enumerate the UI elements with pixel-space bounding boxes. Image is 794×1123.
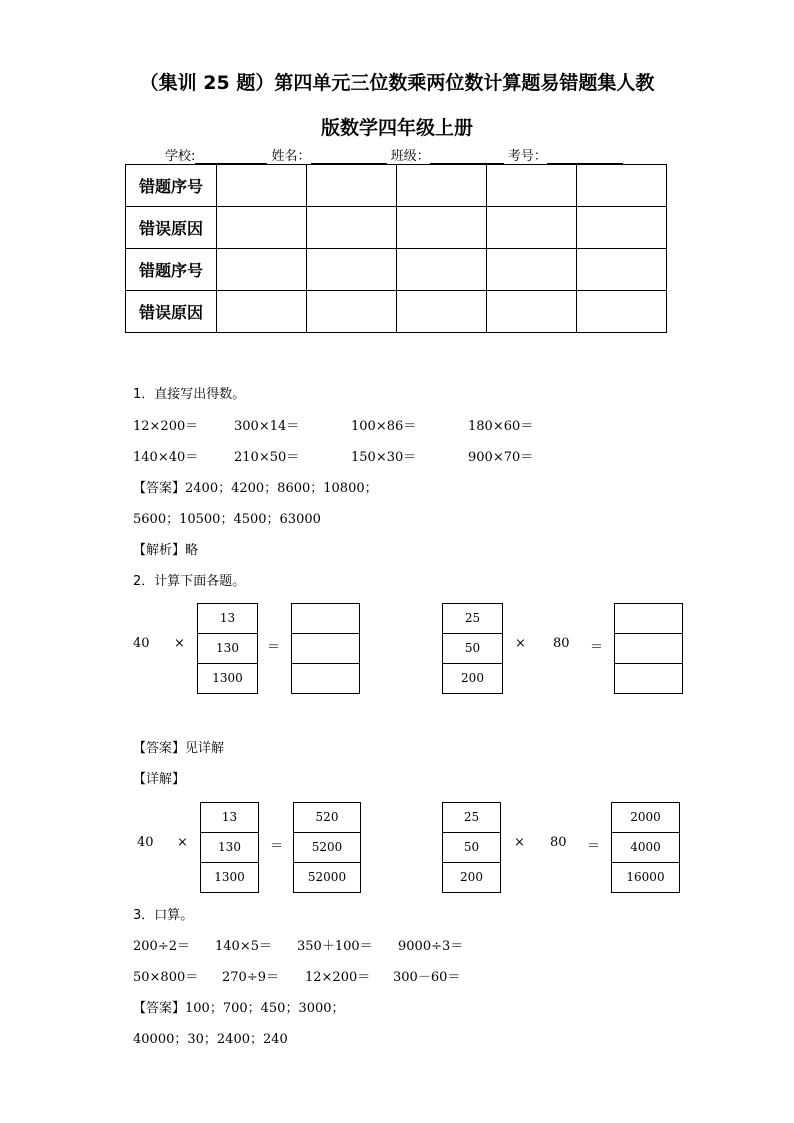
q1-item: 150×30＝ [351,450,417,465]
class-field[interactable] [430,149,504,164]
q1-answer: 【答案】2400；4200；8600；10800； [133,481,378,496]
q3-item: 270÷9＝ [222,970,279,985]
q1-item: 12×200＝ [133,419,199,434]
stack-cell: 1300 [201,863,258,893]
row-label: 错误原因 [126,207,217,249]
q3-answer-cont: 40000；30；2400；240 [133,1032,288,1047]
equals-sign: ＝ [587,839,601,854]
name-label: 姓名： [271,149,311,164]
table-cell[interactable] [307,165,397,207]
right-result-stack [611,802,680,893]
q3-prompt: 3．口算。 [133,908,194,923]
result-cell: 16000 [612,863,679,893]
school-field[interactable] [195,149,267,164]
q1-answer-cont: 5600；10500；4500；63000 [133,512,321,527]
stack-cell: 25 [443,803,500,833]
equals-sign: ＝ [267,640,281,655]
right-answer-stack [614,603,683,694]
q1-analysis: 【解析】略 [133,543,199,558]
title-line-1: （集训 25 题）第四单元三位数乘两位数计算题易错题集人教 [139,72,655,94]
table-cell[interactable] [217,249,307,291]
table-cell[interactable] [487,207,577,249]
stack-cell: 130 [198,634,257,664]
q1-item: 140×40＝ [133,450,199,465]
q3-item: 9000÷3＝ [398,939,464,954]
stack-cell: 50 [443,634,502,664]
answer-blank[interactable] [615,664,682,694]
result-cell: 4000 [612,833,679,863]
equals-sign: ＝ [590,640,604,655]
answer-blank[interactable] [292,664,359,694]
left-multiplicand-stack [200,802,259,893]
result-cell: 520 [294,803,360,833]
table-cell[interactable] [397,207,487,249]
table-cell[interactable] [397,165,487,207]
q2-left-number: 40 [133,636,150,651]
table-cell[interactable] [217,291,307,333]
q3-item: 350＋100＝ [297,939,373,954]
q3-item: 300－60＝ [393,970,461,985]
answer-blank[interactable] [292,634,359,664]
table-row [126,291,667,333]
table-cell[interactable] [487,165,577,207]
stack-cell: 13 [201,803,258,833]
table-cell[interactable] [487,249,577,291]
q1-prompt: 1．直接写出得数。 [133,387,246,402]
q1-item: 100×86＝ [351,419,417,434]
stack-cell: 1300 [198,664,257,694]
class-label: 班级： [390,149,430,164]
table-cell[interactable] [307,207,397,249]
table-cell[interactable] [487,291,577,333]
table-cell[interactable] [577,207,667,249]
table-row [126,249,667,291]
left-answer-stack [291,603,360,694]
left-result-stack [293,802,361,893]
stack-cell: 130 [201,833,258,863]
table-cell[interactable] [577,291,667,333]
table-cell[interactable] [307,291,397,333]
stack-cell: 50 [443,833,500,863]
info-line [165,145,623,164]
row-label: 错题序号 [126,165,217,207]
q2-answer: 【答案】见详解 [133,741,225,756]
stack-cell: 200 [443,863,500,893]
result-cell: 5200 [294,833,360,863]
q1-item: 900×70＝ [468,450,534,465]
error-record-table [125,164,667,333]
table-row [126,207,667,249]
q1-item: 300×14＝ [234,419,300,434]
times-sign: × [177,835,188,850]
table-cell[interactable] [397,291,487,333]
row-label: 错题序号 [126,249,217,291]
q2-left-number: 40 [137,835,154,850]
answer-blank[interactable] [615,604,682,634]
times-sign: × [514,835,525,850]
q3-item: 12×200＝ [305,970,371,985]
equals-sign: ＝ [270,839,284,854]
q3-answer: 【答案】100；700；450；3000； [133,1001,345,1016]
q1-item: 180×60＝ [468,419,534,434]
q2-prompt: 2．计算下面各题。 [133,574,246,589]
q2-detail: 【详解】 [133,772,186,787]
q3-item: 50×800＝ [133,970,199,985]
stack-cell: 25 [443,604,502,634]
right-multiplicand-stack [442,603,503,694]
right-multiplicand-stack [442,802,501,893]
exam-no-field[interactable] [547,149,623,164]
stack-cell: 13 [198,604,257,634]
name-field[interactable] [311,149,387,164]
table-cell[interactable] [217,207,307,249]
table-cell[interactable] [397,249,487,291]
q3-item: 200÷2＝ [133,939,190,954]
table-cell[interactable] [577,249,667,291]
times-sign: × [174,636,185,651]
stack-cell: 200 [443,664,502,694]
q1-item: 210×50＝ [234,450,300,465]
q2-right-number: 80 [553,636,570,651]
title-line-2: 版数学四年级上册 [320,117,473,139]
exam-no-label: 考号： [507,149,547,164]
result-cell: 2000 [612,803,679,833]
q2-right-number: 80 [550,835,567,850]
answer-blank[interactable] [292,604,359,634]
table-cell[interactable] [577,165,667,207]
table-cell[interactable] [217,165,307,207]
table-row [126,165,667,207]
result-cell: 52000 [294,863,360,893]
table-cell[interactable] [307,249,397,291]
times-sign: × [515,636,526,651]
answer-blank[interactable] [615,634,682,664]
left-multiplicand-stack [197,603,258,694]
school-label: 学校: [165,149,196,164]
row-label: 错误原因 [126,291,217,333]
q3-item: 140×5＝ [215,939,272,954]
